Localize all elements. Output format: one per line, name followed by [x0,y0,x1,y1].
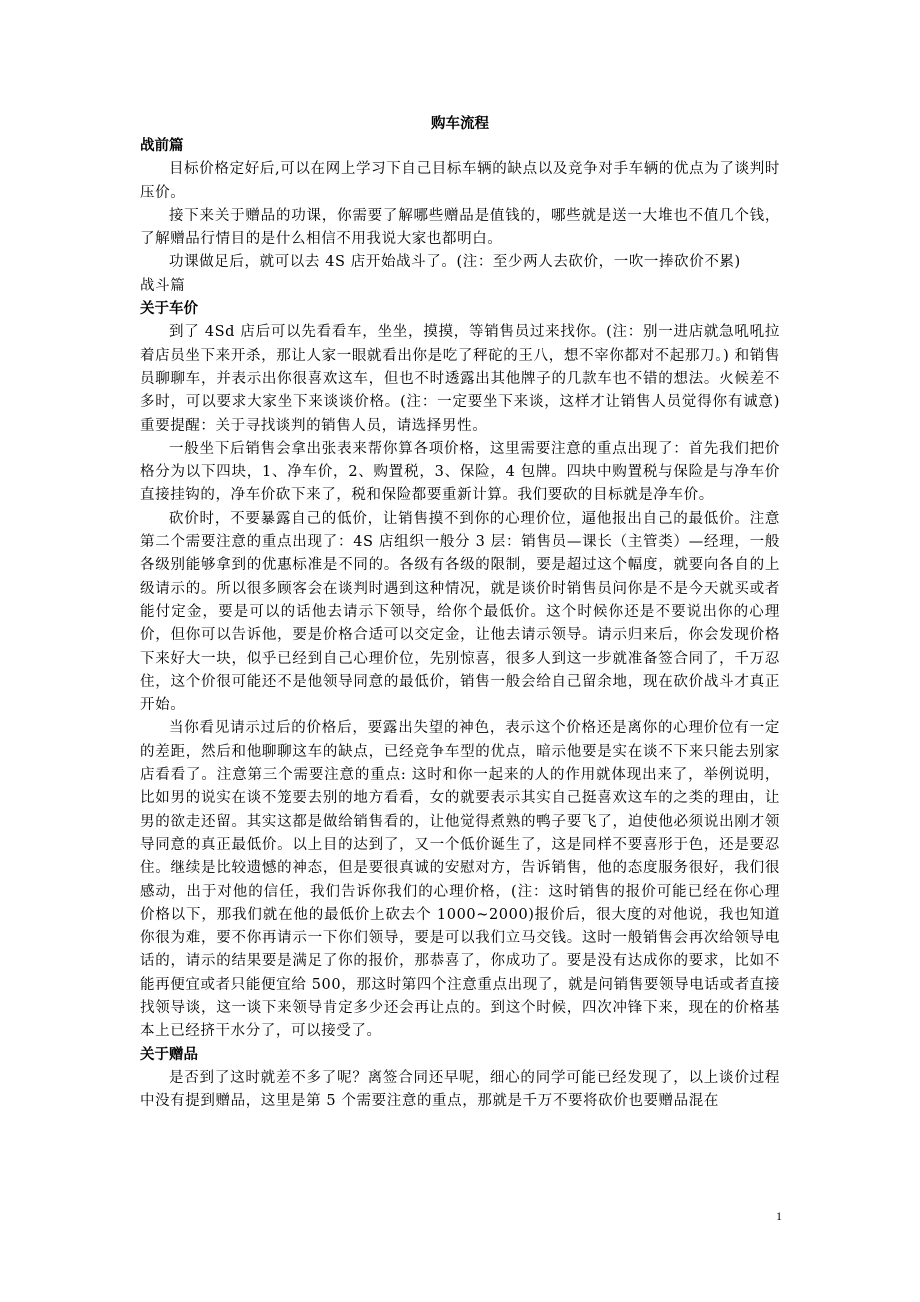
battle-section-label: 战斗篇 [140,277,186,294]
page-number: 1 [776,1209,782,1223]
paragraph: 砍价时，不要暴露自己的低价，让销售摸不到你的心理价位，逼他报出自己的最低价。注意第二个需要注意的重点出现了：4S 店组织一般分 3 层：销售员—课长（主管类）—经理，一般各级别能够拿到的优惠标准是不同的。各级有各级的限制，要是超过这个幅度，就要向各自的上级请示的。所以很多顾客会在谈判时遇到这种情况，就是谈价时销售员问你是不是今天就买或者能付定金，要是可以的话他去请示下领导，给你个最低价。这个时候你还是不要说出你的心理价，但你可以告诉他，要是价格合适可以交定金，让他去请示领导。请示归来后，你会发现价格下来好大一块，似乎已经到自己心理价位，先别惊喜，很多人到这一步就准备签合同了，千万忍住，这个价很可能还不是他领导同意的最低价，销售一般会给自己留余地，现在砍价战斗才真正开始。 [140,510,780,714]
section-heading-car-price: 关于车价 [140,301,198,318]
section-heading-prewar: 战前篇 [140,138,184,154]
paragraph: 一般坐下后销售会拿出张表来帮你算各项价格，这里需要注意的重点出现了：首先我们把价格分为以下四块，1、净车价，2、购置税，3、保险，4 包牌。四块中购置税与保险是与净车价直接挂钩的，净车价砍下来了，税和保险都要重新计算。我们要砍的目标就是净车价。 [140,440,780,504]
paragraph: 到了 4Sd 店后可以先看看车，坐坐，摸摸，等销售员过来找你。(注：别一进店就急吼吼拉着店员坐下来开杀，那让人家一眼就看出你是吃了秤砣的王八，想不宰你都对不起那刀。) 和销售员聊聊车，并表示出你很喜欢这车，但也不时透露出其他牌子的几款车也不错的想法。火候差不多时，可以要求大家坐下来谈谈价格。(注：一定要坐下来谈，这样才让销售人员觉得你有诚意) 重要提醒：关于寻找谈判的销售人员，请选择男性。 [140,324,780,434]
paragraph: 功课做足后，就可以去 4S 店开始战斗了。(注：至少两人去砍价，一吹一捧砍价不累) [169,254,741,271]
paragraph: 目标价格定好后,可以在网上学习下自己目标车辆的缺点以及竞争对手车辆的优点为了谈判时压价。 [140,161,780,201]
paragraph: 是否到了这时就差不多了呢？离签合同还早呢，细心的同学可能已经发现了，以上谈价过程中没有提到赠品，这里是第 5 个需要注意的重点，那就是千万不要将砍价也要赠品混在 [140,1069,780,1110]
document-body [140,113,780,1113]
paragraph: 接下来关于赠品的功课，你需要了解哪些赠品是值钱的，哪些就是送一大堆也不值几个钱，了解赠品行情目的是什么相信不用我说大家也都明白。 [140,207,780,248]
paragraph: 当你看见请示过后的价格后，要露出失望的神色，表示这个价格还是离你的心理价位有一定的差距，然后和他聊聊这车的缺点，已经竞争车型的优点，暗示他要是实在谈不下来只能去别家店看看了。注意第三个需要注意的重点: 这时和你一起来的人的作用就体现出来了，举例说明，比如男的说实在谈不笼要去别的地方看看，女的就要表示其实自己挺喜欢这车的之类的理由，让男的欲走还留。其实这都是做给销售看的，让他觉得煮熟的鸭子要飞了，迫使他必须说出刚才领导同意的真正最低价。以上目的达到了，又一个低价诞生了，这是同样不要喜形于色，还是要忍住。继续是比较遗憾的神态，但是要很真诚的安慰对方，告诉销售，他的态度服务很好，我们很感动，出于对他的信任，我们告诉你我们的心理价格，(注：这时销售的报价可能已经在你心理价格以下，那我们就在他的最低价上砍去个 1000~2000)报价后，很大度的对他说，我也知道你很为难，要不你再请示一下你们领导，要是可以我们立马交钱。这时一般销售会再次给领导电话的，请示的结果要是满足了你的报价，那恭喜了，你成功了。要是没有达成你的要求，比如不能再便宜或者只能便宜给 500，那这时第四个注意重点出现了，就是问销售要领导电话或者直接找领导谈，这一谈下来领导肯定多少还会再让点的。到这个时候，四次冲锋下来，现在的价格基本上已经挤干水分了，可以接受了。 [140,720,780,1040]
section-heading-gifts: 关于赠品 [140,1046,198,1063]
document-title: 购车流程 [431,116,489,132]
